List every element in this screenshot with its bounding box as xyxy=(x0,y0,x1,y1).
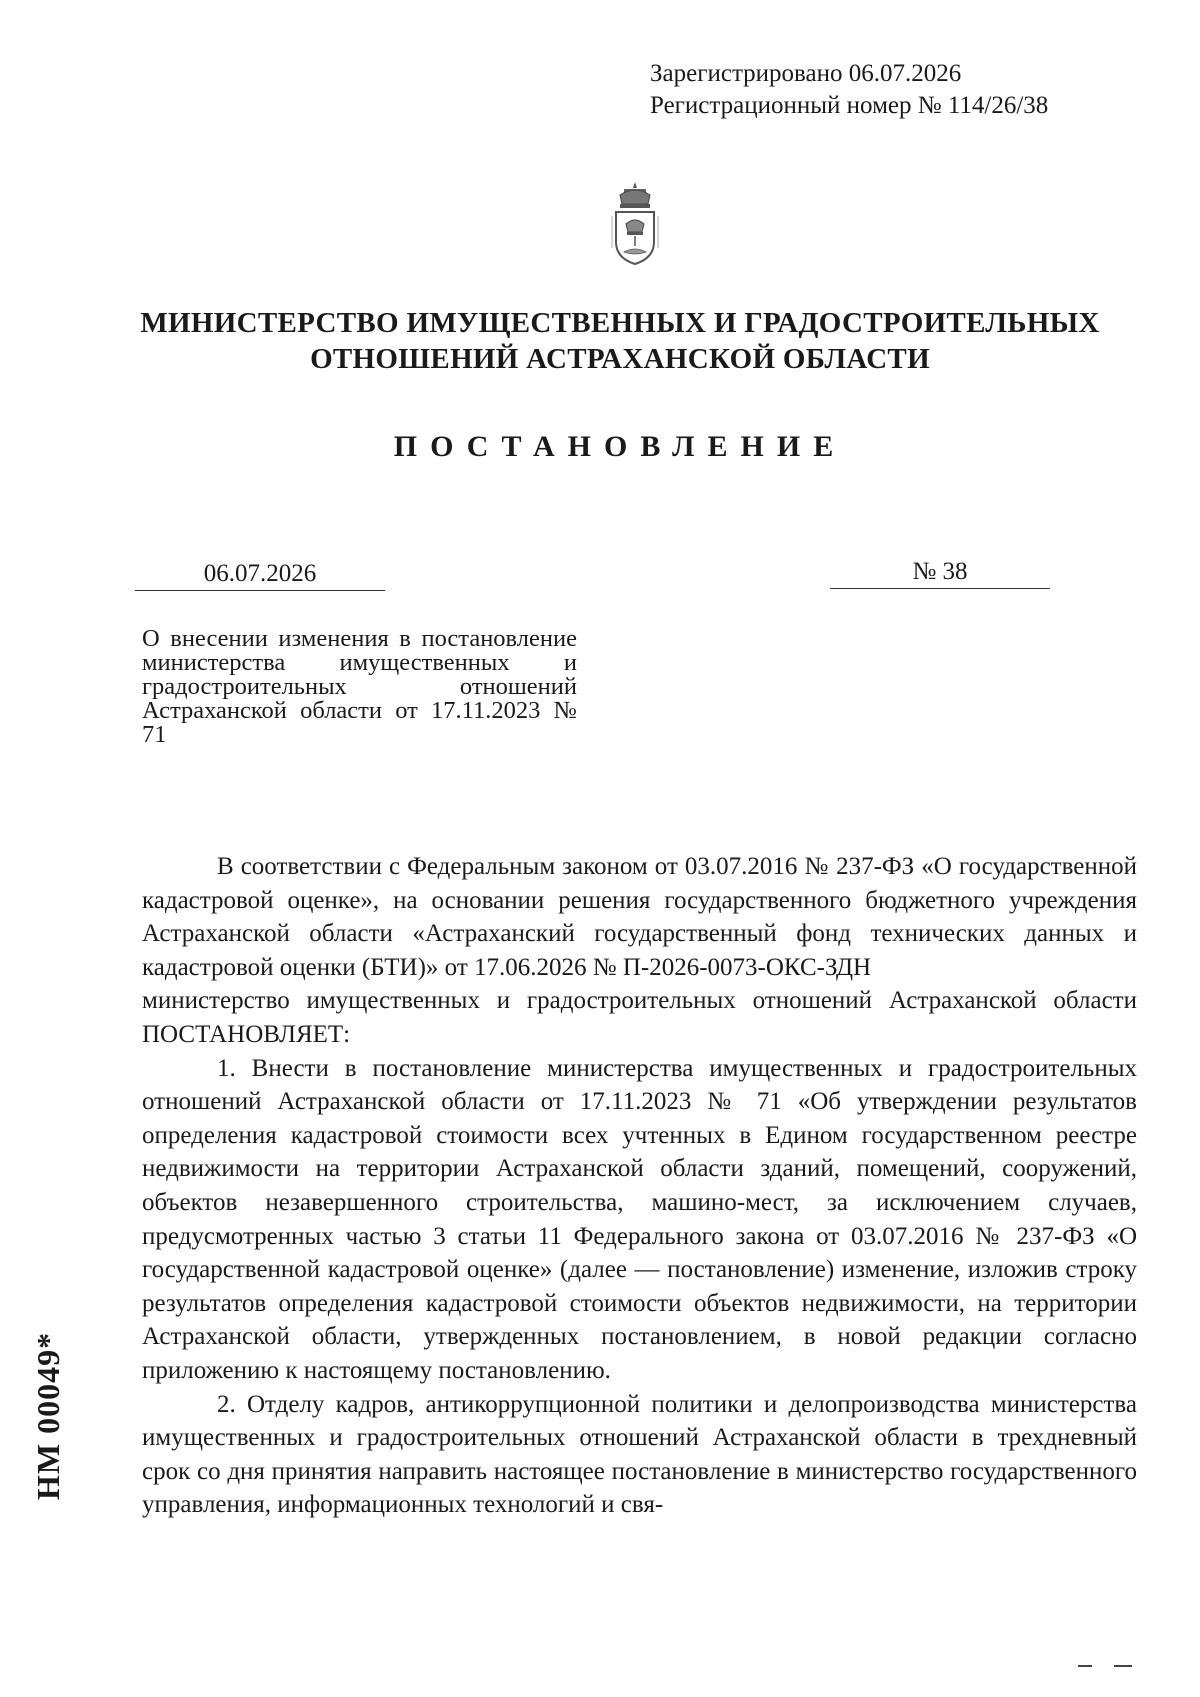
divider xyxy=(1114,1665,1132,1667)
document-subject: О внесении изменения в постановление министерства имущественных и градостроительных отношений Астраханской области от 17.11.2023 № 71 xyxy=(142,625,577,748)
item-2-paragraph: 2. Отделу кадров, антикоррупционной политики и делопроизводства министерства имущественных и градостроительных отношений Астраханской области в трехдневный срок со дня принятия направить настоящее постановление в министерство государственного управления, информационных технологий и свя- xyxy=(142,1390,1137,1519)
item-1-paragraph: 1. Внести в постановление министерства имущественных и градостроительных отношений Астраханской области от 17.11.2023 № 71 «Об утверждении результатов определения кадастровой стоимости всех учтенных в Едином государственном реестре недвижимости на территории Астраханской области зданий, помещений, сооружений, объектов незавершенного строительства, машино-мест, за исключением случаев, предусмотренных частью 3 статьи 11 Федерального закона от 03.07.2016 № 237-ФЗ «О государственной кадастровой оценке» (далее — постановление) изменение, изложив строку результатов определения кадастровой стоимости объектов недвижимости, на территории Астраханской области, утвержденных постановлением, в новой редакции согласно приложению к настоящему постановлению. xyxy=(142,1054,1137,1384)
org-line-2: ОТНОШЕНИЙ АСТРАХАНСКОЙ ОБЛАСТИ xyxy=(310,343,930,375)
document-type: ПОСТАНОВЛЕНИЕ xyxy=(393,430,847,463)
coat-of-arms-icon xyxy=(600,180,670,270)
org-line-1: МИНИСТЕРСТВО ИМУЩЕСТВЕННЫХ И ГРАДОСТРОИТЕЛЬНЫХ xyxy=(140,307,1100,339)
document-number: № 38 xyxy=(830,558,1050,589)
document-date: 06.07.2026 xyxy=(135,560,385,591)
preamble-paragraph: В соответствии с Федеральным законом от 03.07.2016 № 237-ФЗ «О государственной кадастровой оценке», на основании решения государственного бюджетного учреждения Астраханской области «Астраханский государственный фонд технических данных и кадастровой оценки (БТИ)» от 17.06.2026 № П-2026-0073-ОКС-ЗДН xyxy=(142,853,1137,981)
resolves-paragraph: министерство имущественных и градостроительных отношений Астраханской области ПОСТАНОВЛЯЕТ: xyxy=(142,987,1137,1048)
registration-number: Регистрационный номер № 114/26/38 xyxy=(650,92,1049,119)
registration-stamp xyxy=(650,58,1048,122)
side-code: НМ 00049* xyxy=(30,1331,66,1500)
registered-date: Зарегистрировано 06.07.2026 xyxy=(650,60,962,87)
document-body xyxy=(142,850,1137,1522)
organization-name xyxy=(120,305,1120,377)
divider xyxy=(1078,1665,1092,1667)
